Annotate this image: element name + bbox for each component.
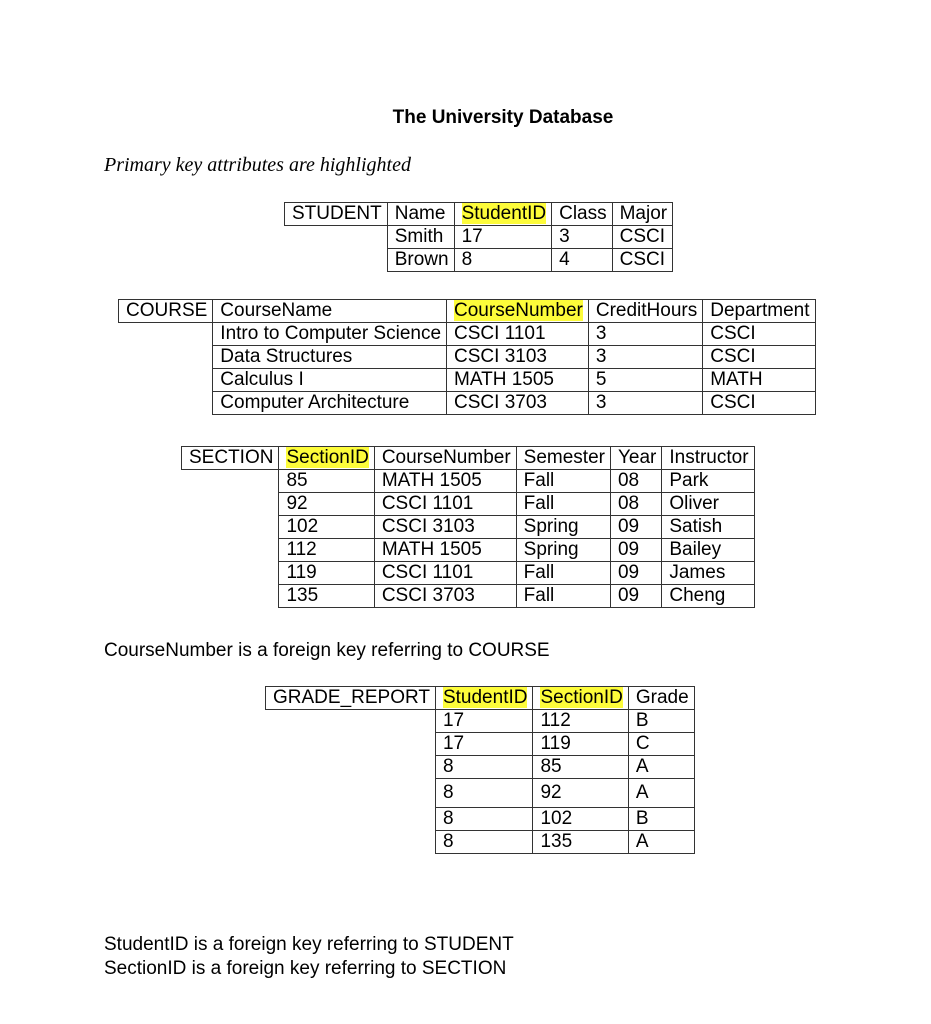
- column-header: [435, 687, 533, 710]
- spacer-cell: [182, 470, 279, 493]
- primary-key-highlight: SectionID: [540, 687, 623, 708]
- column-header: Semester: [516, 447, 610, 470]
- table-cell: CSCI 1101: [374, 562, 516, 585]
- table-row: [285, 226, 673, 249]
- table-cell: Fall: [516, 562, 610, 585]
- spacer-cell: [182, 516, 279, 539]
- subtitle: Primary key attributes are highlighted: [104, 154, 411, 176]
- table-row: [182, 470, 755, 493]
- table-cell: Computer Architecture: [213, 392, 447, 415]
- table-cell: Calculus I: [213, 369, 447, 392]
- table-cell: 08: [610, 470, 661, 493]
- spacer-cell: [119, 346, 213, 369]
- table-cell: 17: [454, 226, 552, 249]
- column-header: Department: [703, 300, 815, 323]
- table-cell: Park: [662, 470, 754, 493]
- table-cell: Satish: [662, 516, 754, 539]
- table-cell: Intro to Computer Science: [213, 323, 447, 346]
- table-cell: 135: [533, 831, 628, 854]
- table-row: [119, 369, 816, 392]
- section-foreign-key-note: CourseNumber is a foreign key referring to COURSE: [104, 640, 550, 661]
- spacer-cell: [266, 831, 436, 854]
- table-cell: 8: [435, 779, 533, 808]
- table-cell: CSCI: [612, 249, 673, 272]
- spacer-cell: [266, 710, 436, 733]
- table-cell: 119: [533, 733, 628, 756]
- table-cell: CSCI 3103: [447, 346, 589, 369]
- table-row: [266, 831, 695, 854]
- table-cell: Fall: [516, 585, 610, 608]
- primary-key-highlight: CourseNumber: [454, 300, 583, 321]
- spacer-cell: [266, 779, 436, 808]
- table-row: [182, 493, 755, 516]
- relation-name: STUDENT: [285, 203, 388, 226]
- spacer-cell: [119, 323, 213, 346]
- header-row: [182, 447, 755, 470]
- spacer-cell: [182, 585, 279, 608]
- table-row: [182, 516, 755, 539]
- page-title: The University Database: [392, 107, 614, 128]
- table-cell: B: [628, 808, 694, 831]
- table-cell: 119: [279, 562, 374, 585]
- table-cell: MATH: [703, 369, 815, 392]
- table-cell: Brown: [387, 249, 454, 272]
- table-row: [119, 323, 816, 346]
- table-cell: 112: [279, 539, 374, 562]
- table-cell: CSCI 1101: [447, 323, 589, 346]
- grade-report-table: [265, 686, 695, 854]
- table-row: [266, 733, 695, 756]
- table-cell: Fall: [516, 470, 610, 493]
- spacer-cell: [182, 562, 279, 585]
- table-cell: 4: [552, 249, 613, 272]
- table-cell: MATH 1505: [374, 539, 516, 562]
- table-cell: MATH 1505: [374, 470, 516, 493]
- table-cell: Oliver: [662, 493, 754, 516]
- column-header: CourseNumber: [374, 447, 516, 470]
- table-cell: 3: [552, 226, 613, 249]
- table-cell: CSCI: [703, 346, 815, 369]
- column-header: CourseName: [213, 300, 447, 323]
- table-cell: CSCI: [703, 323, 815, 346]
- course-table: [118, 299, 816, 415]
- spacer-cell: [285, 249, 388, 272]
- table-cell: 3: [588, 392, 702, 415]
- column-header: Major: [612, 203, 673, 226]
- table-cell: 92: [533, 779, 628, 808]
- table-cell: Data Structures: [213, 346, 447, 369]
- spacer-cell: [119, 392, 213, 415]
- table-cell: CSCI 3703: [447, 392, 589, 415]
- table-cell: Smith: [387, 226, 454, 249]
- table-cell: Fall: [516, 493, 610, 516]
- table-cell: CSCI 3703: [374, 585, 516, 608]
- sectionid-foreign-key-note: SectionID is a foreign key referring to SECTION: [104, 958, 507, 979]
- table-cell: 92: [279, 493, 374, 516]
- studentid-foreign-key-note: StudentID is a foreign key referring to STUDENT: [104, 934, 514, 955]
- relation-name: COURSE: [119, 300, 213, 323]
- table-cell: 3: [588, 323, 702, 346]
- table-cell: James: [662, 562, 754, 585]
- primary-key-highlight: StudentID: [461, 203, 547, 224]
- table-cell: 102: [279, 516, 374, 539]
- table-cell: CSCI: [703, 392, 815, 415]
- column-header: Year: [610, 447, 661, 470]
- spacer-cell: [182, 539, 279, 562]
- section-table: [181, 446, 755, 608]
- table-cell: 09: [610, 516, 661, 539]
- column-header: Class: [552, 203, 613, 226]
- table-row: [182, 562, 755, 585]
- header-row: [119, 300, 816, 323]
- spacer-cell: [266, 756, 436, 779]
- table-cell: Spring: [516, 539, 610, 562]
- primary-key-highlight: StudentID: [442, 687, 528, 708]
- spacer-cell: [285, 226, 388, 249]
- table-cell: 17: [435, 710, 533, 733]
- table-cell: CSCI 1101: [374, 493, 516, 516]
- table-cell: A: [628, 756, 694, 779]
- table-cell: 8: [435, 831, 533, 854]
- spacer-cell: [119, 369, 213, 392]
- table-cell: Bailey: [662, 539, 754, 562]
- table-cell: 85: [533, 756, 628, 779]
- column-header: Name: [387, 203, 454, 226]
- table-cell: 102: [533, 808, 628, 831]
- table-cell: 8: [435, 756, 533, 779]
- table-cell: A: [628, 779, 694, 808]
- table-cell: 3: [588, 346, 702, 369]
- table-cell: 135: [279, 585, 374, 608]
- table-cell: CSCI: [612, 226, 673, 249]
- table-cell: 09: [610, 562, 661, 585]
- student-table: [284, 202, 673, 272]
- table-row: [182, 585, 755, 608]
- spacer-cell: [182, 493, 279, 516]
- table-cell: 17: [435, 733, 533, 756]
- table-row: [119, 392, 816, 415]
- table-cell: 08: [610, 493, 661, 516]
- table-cell: 85: [279, 470, 374, 493]
- primary-key-highlight: SectionID: [286, 447, 369, 468]
- column-header: [279, 447, 374, 470]
- header-row: [285, 203, 673, 226]
- table-row: [266, 756, 695, 779]
- table-cell: C: [628, 733, 694, 756]
- table-cell: 8: [435, 808, 533, 831]
- table-row: [119, 346, 816, 369]
- relation-name: GRADE_REPORT: [266, 687, 436, 710]
- table-cell: A: [628, 831, 694, 854]
- table-cell: 8: [454, 249, 552, 272]
- column-header: [454, 203, 552, 226]
- table-cell: 112: [533, 710, 628, 733]
- table-row: [182, 539, 755, 562]
- table-cell: Spring: [516, 516, 610, 539]
- column-header: CreditHours: [588, 300, 702, 323]
- table-cell: CSCI 3103: [374, 516, 516, 539]
- table-cell: Cheng: [662, 585, 754, 608]
- column-header: [533, 687, 628, 710]
- spacer-cell: [266, 808, 436, 831]
- relation-name: SECTION: [182, 447, 279, 470]
- table-cell: B: [628, 710, 694, 733]
- table-cell: 5: [588, 369, 702, 392]
- header-row: [266, 687, 695, 710]
- column-header: [447, 300, 589, 323]
- spacer-cell: [266, 733, 436, 756]
- table-cell: MATH 1505: [447, 369, 589, 392]
- table-row: [266, 710, 695, 733]
- table-row: [266, 779, 695, 808]
- table-cell: 09: [610, 539, 661, 562]
- table-row: [285, 249, 673, 272]
- table-cell: 09: [610, 585, 661, 608]
- column-header: Instructor: [662, 447, 754, 470]
- column-header: Grade: [628, 687, 694, 710]
- table-row: [266, 808, 695, 831]
